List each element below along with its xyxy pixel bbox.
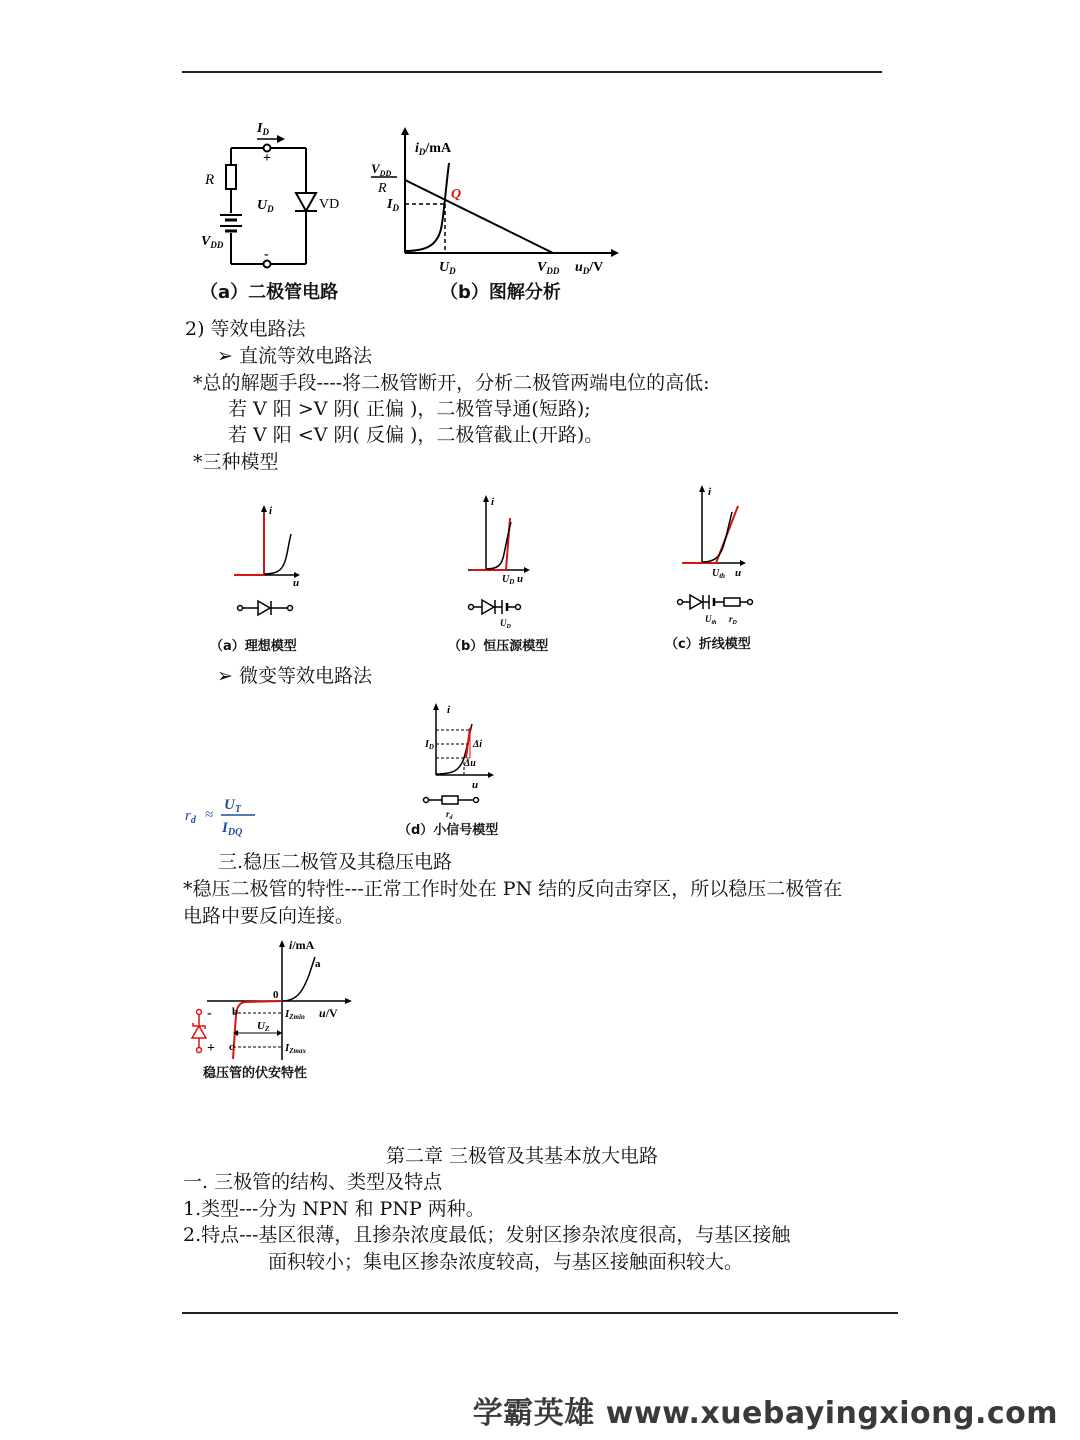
formula-denominator: $I_{DQ}$ [222,820,243,838]
rd-formula [183,792,263,838]
formula-lhs: $r_d$ [185,808,196,826]
small-signal-model-figure [418,700,498,825]
ss-i-label: i [447,704,451,716]
ideal-model-figure [228,500,318,625]
pw-i-label: i [708,486,712,498]
section3-heading: 三.稳压二极管及其稳压电路 [218,851,453,873]
cv-u-label: u [517,573,524,585]
ideal-model-caption: （a）理想模型 [210,639,297,654]
reverse-bias-text: 若 V 阳 <V 阴( 反偏 )，二极管截止(开路)。 [228,424,604,446]
zener-desc-line2: 电路中要反向连接。 [183,905,355,927]
circuit-ud-label: $U_D$ [257,198,274,214]
footer-rule [182,1312,898,1314]
bullet-dc-equivalent: ➢ 直流等效电路法 [217,345,372,367]
circuit-r-label: R [205,172,215,188]
circuit-plus: + [263,151,271,166]
ch2-section1-heading: 一. 三极管的结构、类型及特点 [183,1171,443,1193]
graph-frac-bottom: R [378,181,387,196]
zener-caption: 稳压管的伏安特性 [203,1066,308,1081]
formula-approx: ≈ [205,807,214,823]
zener-izmax-label: IZmax [285,1042,307,1055]
pw-u-label: u [735,567,742,579]
ss-u-label: u [472,779,479,791]
zener-plus: + [207,1041,215,1056]
ch2-type-text: 1.类型---分为 NPN 和 PNP 两种。 [183,1198,485,1220]
forward-bias-text: 若 V 阳 >V 阴( 正偏 )，二极管导通(短路); [228,398,591,420]
zener-y-axis: i/mA [289,938,315,952]
zener-x-axis: u/V [319,1006,338,1020]
chapter2-title: 第二章 三极管及其基本放大电路 [386,1145,659,1167]
constant-voltage-model-figure [462,490,552,630]
graph-x-axis-label: $u_D/V$ [575,260,604,276]
zener-origin: 0 [273,989,279,1001]
graph-frac-top: $V_{DD}$ [371,161,392,178]
ch2-feature-line2: 面积较小；集电区掺杂浓度较高，与基区接触面积较大。 [268,1251,744,1273]
circuit-id-label: $I_D$ [257,121,269,137]
graph-caption: （b）图解分析 [440,282,561,303]
circuit-vdd-label: $V_{DD}$ [201,234,224,250]
watermark: 学霸英雄 www.xuebayingxiong.com [472,1396,1058,1431]
header-rule [182,71,882,73]
ideal-i-label: i [269,505,273,517]
formula-numerator: $U_T$ [224,797,241,815]
method-heading: 2) 等效电路法 [185,318,306,340]
piecewise-model-figure [672,480,772,630]
zener-point-b: b [232,1006,239,1018]
circuit-vd-label: VD [319,197,340,212]
small-signal-caption: （d）小信号模型 [398,823,499,838]
approach-text: *总的解题手段----将二极管断开，分析二极管两端电位的高低: [193,372,710,394]
cv-i-label: i [491,496,495,508]
zener-point-a: a [315,958,321,970]
three-models-heading: *三种模型 [193,451,279,473]
ideal-u-label: u [293,577,300,589]
piecewise-caption: （c）折线模型 [665,637,751,652]
circuit-caption: （a）二极管电路 [200,282,339,303]
ss-rd-label: $r_d$ [446,809,453,821]
circuit-minus: - [264,247,269,262]
cv-ud-label: $U_D$ [502,574,515,586]
graph-vdd-label: $V_{DD}$ [537,260,560,276]
zener-minus: - [207,1006,212,1021]
graph-ud-label: $U_D$ [439,260,456,276]
zener-characteristic-figure [185,935,360,1065]
ss-delta-u: Δu [464,758,476,769]
graph-id-label: $I_D$ [387,197,399,213]
constant-voltage-caption: （b）恒压源模型 [448,639,549,654]
cv-ud-symbol-label: $U_D$ [500,618,511,630]
graph-q-label: Q [451,187,462,202]
zener-uz-label: UZ [257,1020,270,1033]
diode-circuit-figure [195,115,340,275]
pw-uth-label: $U_{th}$ [712,568,726,580]
graph-y-axis-label: $i_D/mA$ [415,141,452,157]
zener-izmin-label: IZmin [285,1008,305,1021]
zener-point-c: c [229,1041,234,1053]
ss-delta-i: Δi [473,739,483,750]
zener-desc-line1: *稳压二极管的特性---正常工作时处在 PN 结的反向击穿区，所以稳压二极管在 [183,878,843,900]
ch2-feature-line1: 2.特点---基区很薄，且掺杂浓度最低；发射区掺杂浓度很高，与基区接触 [183,1224,791,1246]
pw-rd-label: $r_D$ [729,614,737,626]
pw-uth-symbol-label: $U_{th}$ [705,614,717,626]
ss-id-label: $I_D$ [425,739,434,751]
bullet-small-signal: ➢ 微变等效电路法 [217,665,372,687]
graph-analysis-figure [365,125,625,275]
